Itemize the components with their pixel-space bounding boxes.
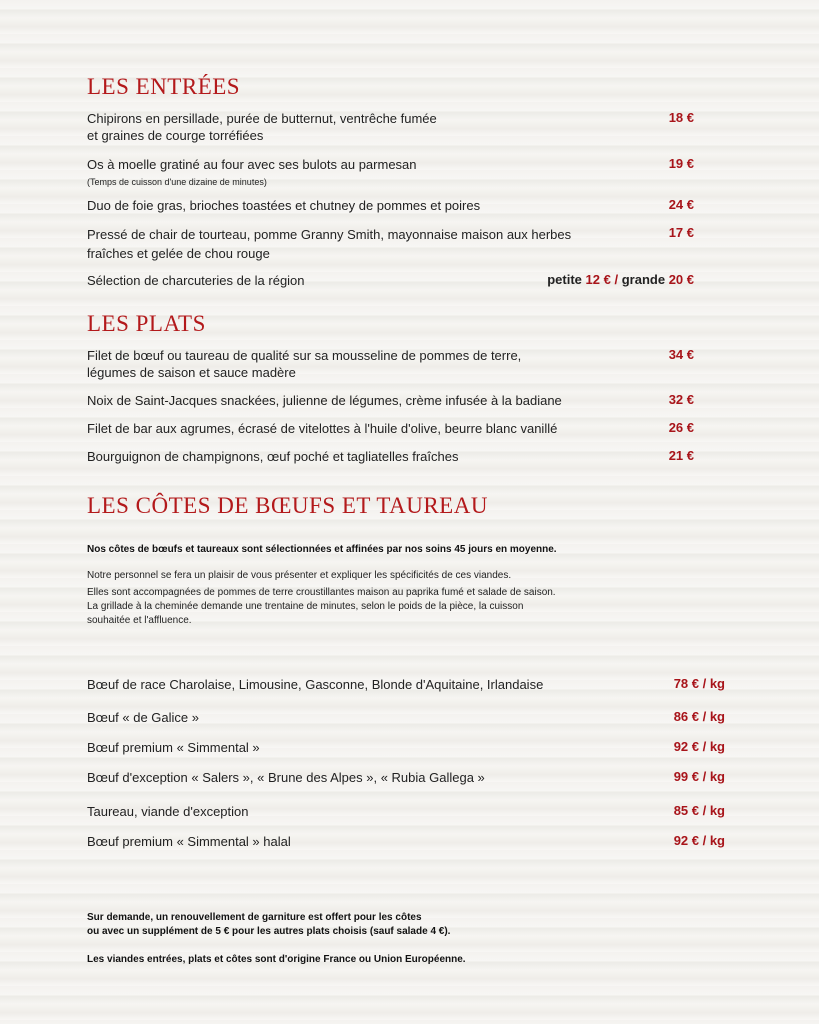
footer-line: Sur demande, un renouvellement de garniture est offert pour les côtes (87, 912, 422, 923)
note-line: souhaitée et l'affluence. (87, 615, 192, 626)
item-price: 19 € (668, 156, 694, 171)
menu-item: Bourguignon de champignons, œuf poché et tagliatelles fraîches (87, 449, 459, 464)
note-line: La grillade à la cheminée demande une trentaine de minutes, selon le poids de la pièce, la cuisson (87, 601, 524, 612)
menu-item: Os à moelle gratiné au four avec ses bulots au parmesan (87, 157, 417, 172)
cotes-note: Notre personnel se fera un plaisir de vous présenter et expliquer les spécificités de ces viandes. (87, 570, 512, 581)
menu-item (87, 347, 521, 381)
section-title-entrees: LES ENTRÉES (87, 74, 241, 99)
item-price: 24 € (668, 197, 694, 212)
item-price: 21 € (668, 448, 694, 463)
item-price: 85 € / kg (673, 803, 725, 818)
item-name: Filet de bœuf ou taureau de qualité sur sa mousseline de pommes de terre, (87, 348, 522, 363)
item-name: Pressé de chair de tourteau, pomme Granny Smith, mayonnaise maison aux herbes (87, 227, 572, 242)
menu-item: Bœuf « de Galice » (87, 710, 199, 725)
separator: / (614, 272, 619, 287)
size-label: grande (621, 272, 666, 287)
price-small: 12 € (585, 272, 611, 287)
cotes-note (87, 600, 523, 628)
item-name: fraîches et gelée de chou rouge (87, 246, 270, 261)
cotes-intro: Nos côtes de bœufs et taureaux sont sélectionnées et affinées par nos soins 45 jours en moyenne. (87, 544, 557, 555)
item-price: 34 € (668, 347, 694, 362)
item-price: 26 € (668, 420, 694, 435)
item-price: 78 € / kg (673, 676, 725, 691)
menu-item: Bœuf premium « Simmental » halal (87, 834, 291, 849)
item-price (547, 272, 694, 287)
footer-line: ou avec un supplément de 5 € pour les autres plats choisis (sauf salade 4 €). (87, 926, 451, 937)
item-name: Chipirons en persillade, purée de butternut, ventrêche fumée (87, 111, 437, 126)
item-price: 99 € / kg (673, 769, 725, 784)
menu-item: Duo de foie gras, brioches toastées et chutney de pommes et poires (87, 198, 481, 213)
item-price: 92 € / kg (673, 739, 725, 754)
item-price: 17 € (668, 225, 694, 240)
size-label: petite (547, 272, 582, 287)
item-price: 32 € (668, 392, 694, 407)
item-price: 18 € (668, 110, 694, 125)
section-title-cotes: LES CÔTES DE BŒUFS ET TAUREAU (87, 493, 488, 518)
menu-item: Bœuf d'exception « Salers », « Brune des Alpes », « Rubia Gallega » (87, 770, 485, 785)
item-price: 92 € / kg (673, 833, 725, 848)
item-name: légumes de saison et sauce madère (87, 365, 296, 380)
menu-item: Bœuf premium « Simmental » (87, 740, 260, 755)
menu-item: Filet de bar aux agrumes, écrasé de vitelottes à l'huile d'olive, beurre blanc vanillé (87, 421, 558, 436)
menu-item: Taureau, viande d'exception (87, 804, 249, 819)
menu-item (87, 225, 571, 263)
item-price: 86 € / kg (673, 709, 725, 724)
item-note: (Temps de cuisson d'une dizaine de minutes) (87, 177, 267, 187)
cotes-note: Elles sont accompagnées de pommes de terre croustillantes maison au paprika fumé et salade de saison. (87, 587, 556, 598)
footer-garniture (87, 911, 450, 939)
section-title-plats: LES PLATS (87, 311, 206, 336)
menu-item (87, 110, 437, 144)
price-large: 20 € (668, 272, 694, 287)
item-name: et graines de courge torréfiées (87, 128, 264, 143)
menu-item: Bœuf de race Charolaise, Limousine, Gasconne, Blonde d'Aquitaine, Irlandaise (87, 677, 544, 692)
menu-item: Noix de Saint-Jacques snackées, julienne de légumes, crème infusée à la badiane (87, 393, 562, 408)
menu-item: Sélection de charcuteries de la région (87, 273, 305, 288)
footer-origin: Les viandes entrées, plats et côtes sont d'origine France ou Union Européenne. (87, 954, 466, 965)
